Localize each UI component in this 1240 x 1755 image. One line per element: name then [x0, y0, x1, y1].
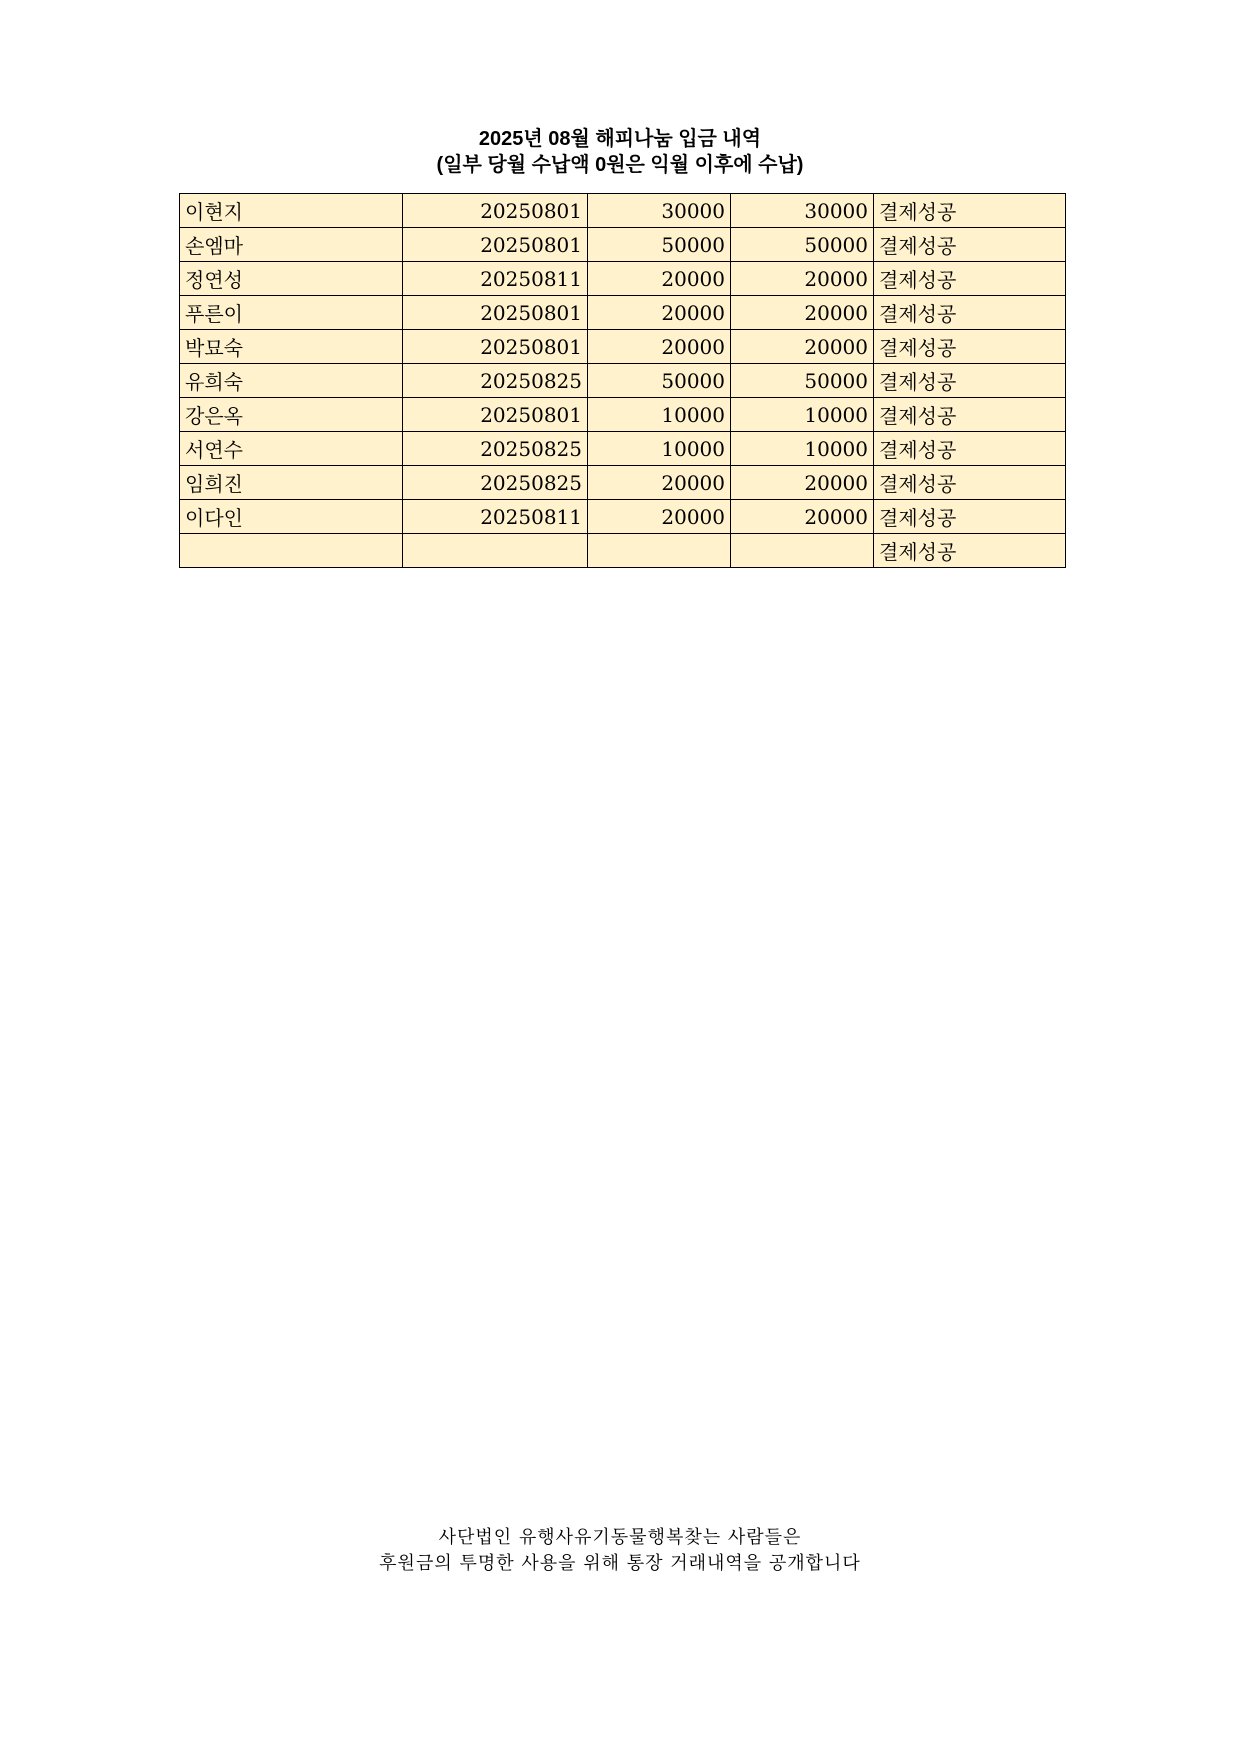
document-footer	[0, 1525, 1240, 1577]
deposit-table-body	[180, 194, 1066, 568]
table-row	[180, 262, 1066, 296]
deposit-date-cell: 20250811	[403, 500, 588, 534]
paid-amount-cell	[731, 534, 874, 568]
pledged-amount-cell: 50000	[588, 228, 731, 262]
payment-status-cell: 결제성공	[874, 398, 1066, 432]
pledged-amount-cell: 20000	[588, 466, 731, 500]
deposit-date-cell: 20250825	[403, 466, 588, 500]
deposit-date-cell: 20250811	[403, 262, 588, 296]
deposit-date-cell: 20250801	[403, 228, 588, 262]
pledged-amount-cell: 20000	[588, 262, 731, 296]
donor-name-cell: 유희숙	[180, 364, 403, 398]
table-row	[180, 296, 1066, 330]
donor-name-cell: 서연수	[180, 432, 403, 466]
pledged-amount-cell	[588, 534, 731, 568]
pledged-amount-cell: 30000	[588, 194, 731, 228]
pledged-amount-cell: 10000	[588, 398, 731, 432]
deposit-date-cell	[403, 534, 588, 568]
paid-amount-cell: 10000	[731, 432, 874, 466]
deposit-date-cell: 20250801	[403, 296, 588, 330]
donor-name-cell: 강은옥	[180, 398, 403, 432]
table-row	[180, 500, 1066, 534]
paid-amount-cell: 20000	[731, 262, 874, 296]
paid-amount-cell: 20000	[731, 466, 874, 500]
deposit-date-cell: 20250801	[403, 194, 588, 228]
payment-status-cell: 결제성공	[874, 194, 1066, 228]
page-title: 2025년 08월 해피나눔 입금 내역	[478, 128, 762, 150]
donor-name-cell: 박묘숙	[180, 330, 403, 364]
paid-amount-cell: 20000	[731, 500, 874, 534]
payment-status-cell: 결제성공	[874, 228, 1066, 262]
footer-line-1: 사단법인 유행사유기동물행복찾는 사람들은	[438, 1527, 802, 1548]
payment-status-cell: 결제성공	[874, 330, 1066, 364]
table-row	[180, 432, 1066, 466]
pledged-amount-cell: 20000	[588, 500, 731, 534]
donor-name-cell: 이다인	[180, 500, 403, 534]
paid-amount-cell: 50000	[731, 228, 874, 262]
table-row	[180, 228, 1066, 262]
payment-status-cell: 결제성공	[874, 534, 1066, 568]
payment-status-cell: 결제성공	[874, 466, 1066, 500]
table-row	[180, 534, 1066, 568]
payment-status-cell: 결제성공	[874, 500, 1066, 534]
table-row	[180, 364, 1066, 398]
pledged-amount-cell: 10000	[588, 432, 731, 466]
paid-amount-cell: 20000	[731, 296, 874, 330]
deposit-date-cell: 20250801	[403, 330, 588, 364]
payment-status-cell: 결제성공	[874, 296, 1066, 330]
table-row	[180, 398, 1066, 432]
footer-line-2: 후원금의 투명한 사용을 위해 통장 거래내역을 공개합니다	[379, 1553, 861, 1574]
pledged-amount-cell: 20000	[588, 296, 731, 330]
payment-status-cell: 결제성공	[874, 432, 1066, 466]
paid-amount-cell: 50000	[731, 364, 874, 398]
deposit-date-cell: 20250825	[403, 432, 588, 466]
payment-status-cell: 결제성공	[874, 262, 1066, 296]
pledged-amount-cell: 50000	[588, 364, 731, 398]
deposit-date-cell: 20250801	[403, 398, 588, 432]
donor-name-cell	[180, 534, 403, 568]
pledged-amount-cell: 20000	[588, 330, 731, 364]
paid-amount-cell: 20000	[731, 330, 874, 364]
donor-name-cell: 임희진	[180, 466, 403, 500]
table-row	[180, 466, 1066, 500]
deposit-date-cell: 20250825	[403, 364, 588, 398]
paid-amount-cell: 10000	[731, 398, 874, 432]
page-subtitle: (일부 당월 수납액 0원은 익월 이후에 수납)	[436, 154, 804, 176]
donor-name-cell: 이현지	[180, 194, 403, 228]
donor-name-cell: 푸른이	[180, 296, 403, 330]
table-row	[180, 330, 1066, 364]
donor-name-cell: 손엠마	[180, 228, 403, 262]
document-header	[0, 126, 1240, 178]
donor-name-cell: 정연성	[180, 262, 403, 296]
deposit-table	[179, 193, 1066, 568]
paid-amount-cell: 30000	[731, 194, 874, 228]
payment-status-cell: 결제성공	[874, 364, 1066, 398]
table-row	[180, 194, 1066, 228]
